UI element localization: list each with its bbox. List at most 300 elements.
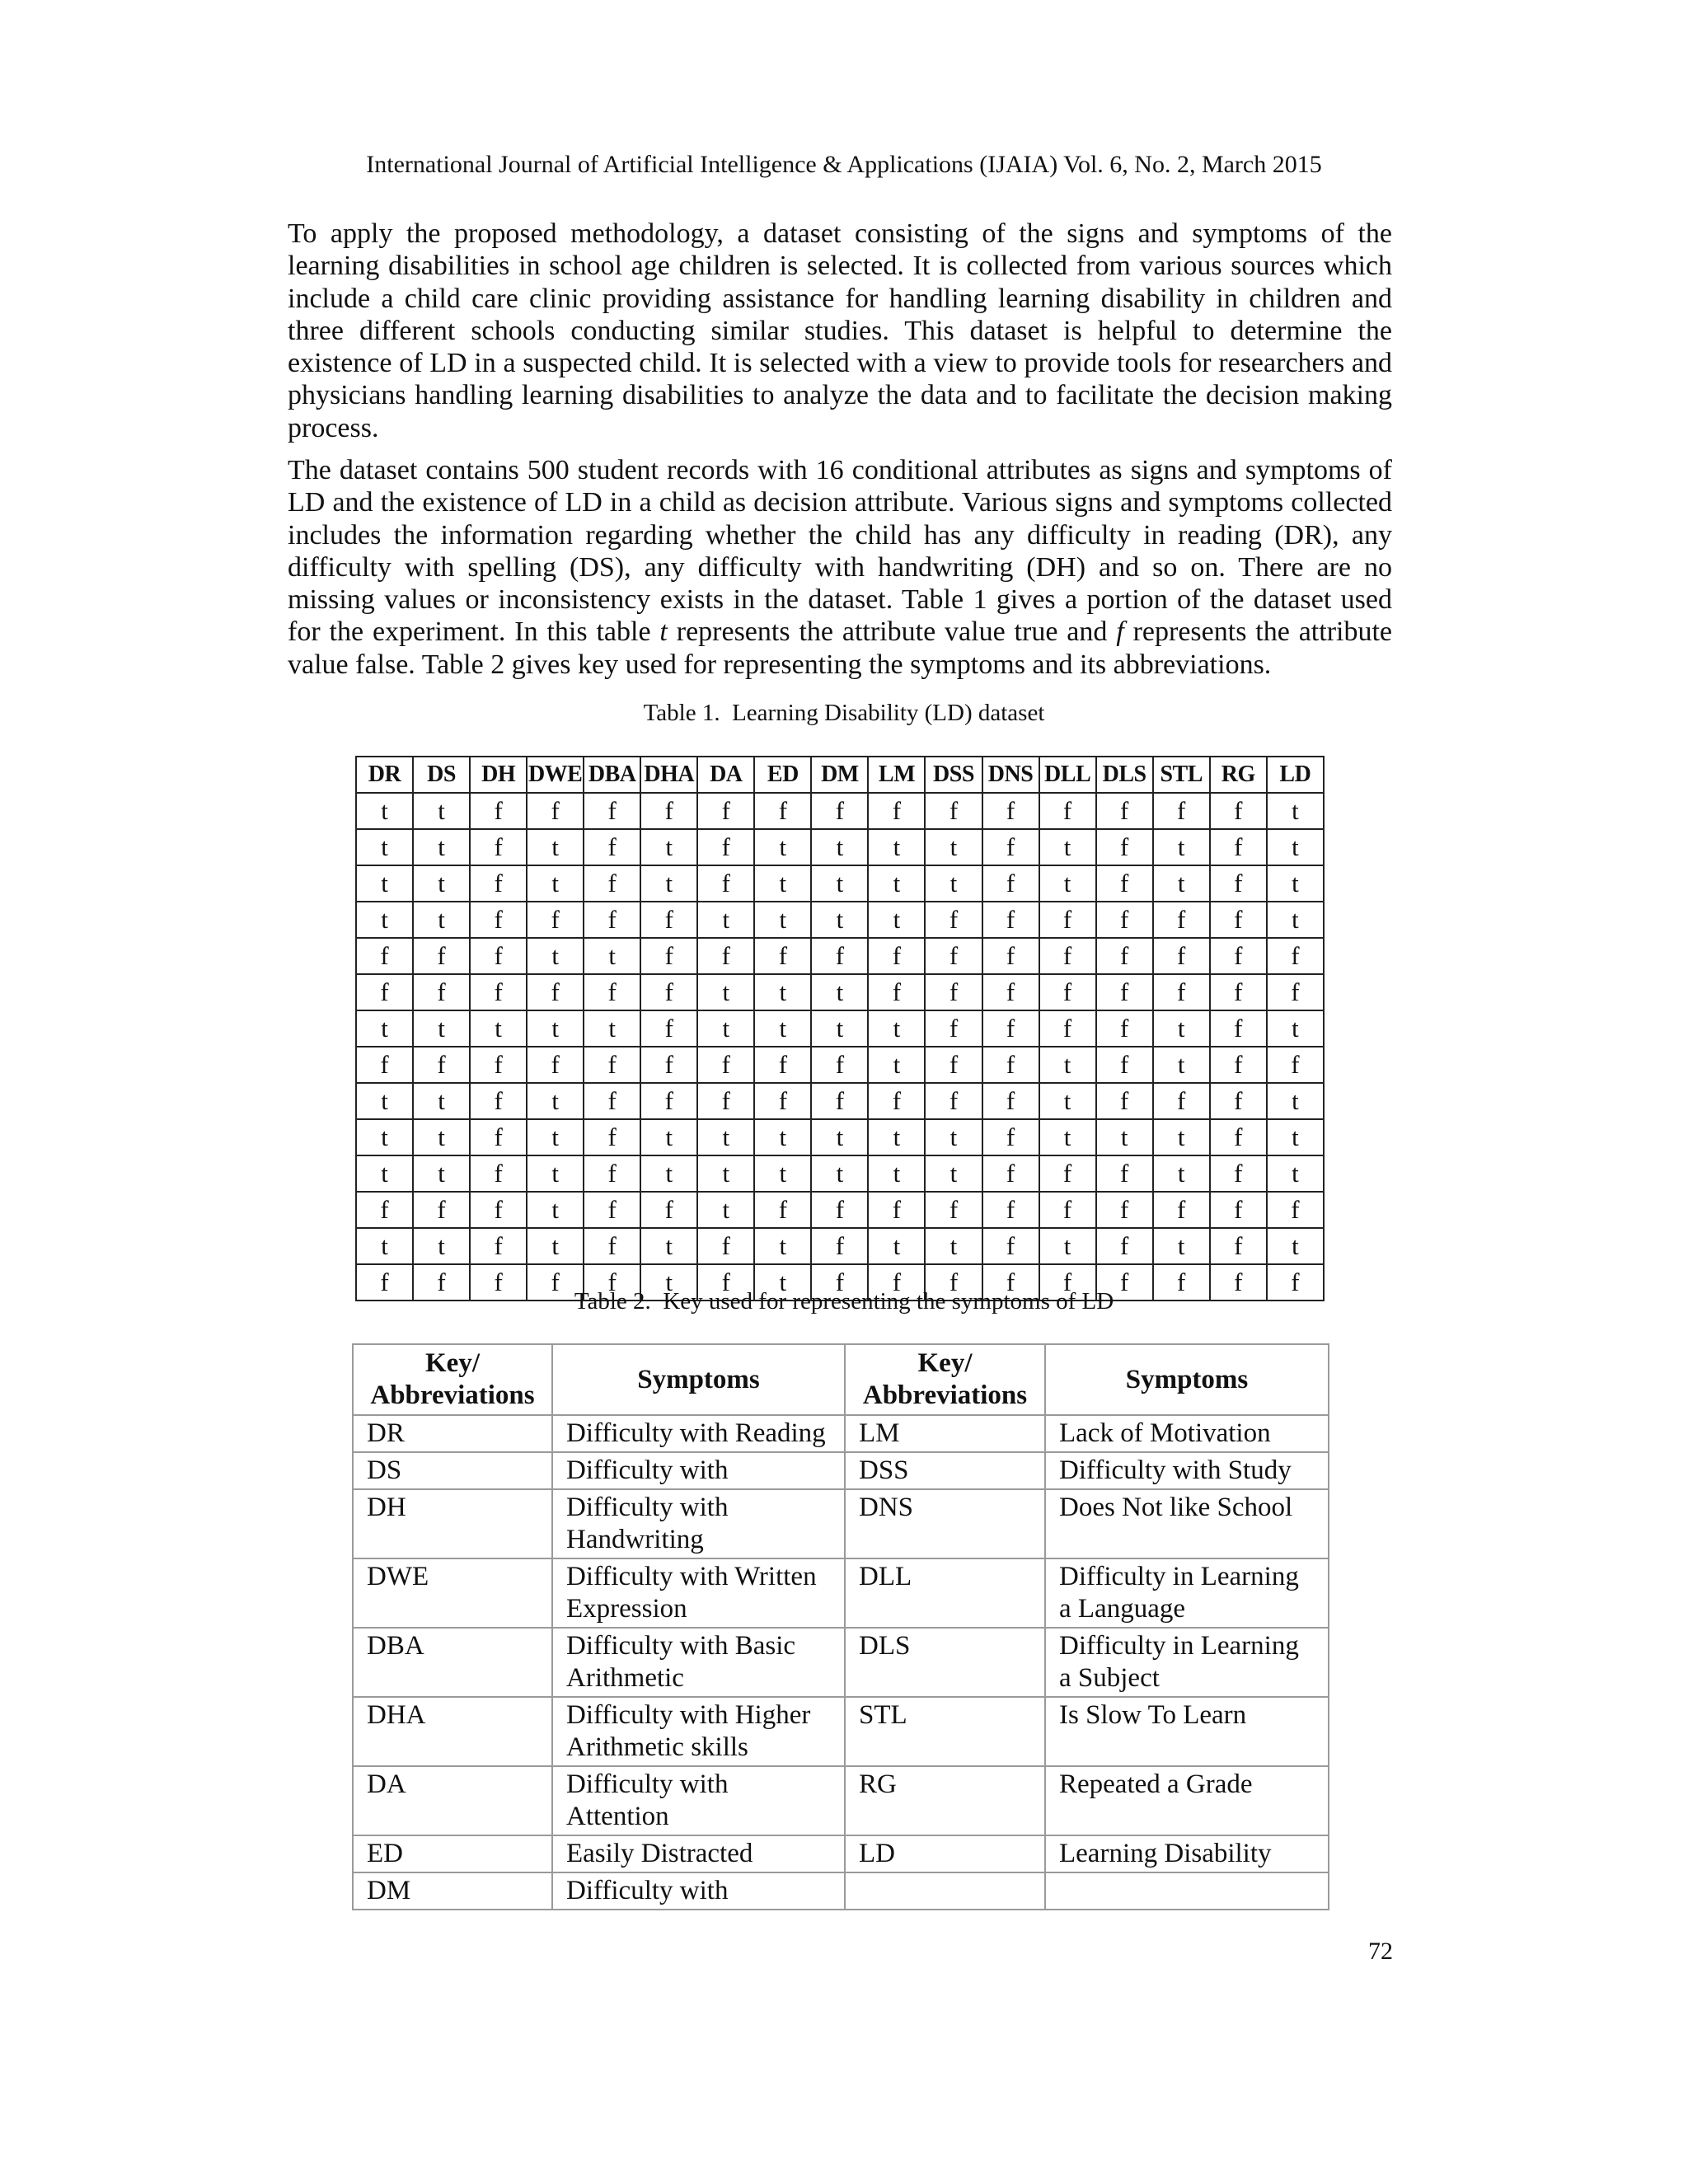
table1-cell: f [470,1047,527,1083]
table1-cell: f [811,938,868,974]
table1-cell: t [754,865,811,902]
table2-cell: DA [353,1766,552,1835]
table1-cell: f [925,1264,982,1301]
table1-cell: f [1267,974,1324,1010]
table2-header-row [353,1344,1329,1415]
table1-cell: f [754,793,811,829]
table1-header-cell: LM [868,757,925,793]
table1-cell: t [868,1155,925,1192]
table2-cell: Difficulty with Reading [552,1415,845,1452]
table1-cell: f [982,1264,1039,1301]
table1-cell: f [1210,902,1267,938]
table-row [356,902,1324,938]
table1-cell: f [1210,1264,1267,1301]
table1-cell: f [1267,1192,1324,1228]
table2-cell: DS [353,1452,552,1489]
table1-cell: f [697,829,754,865]
table1-cell: t [1039,1083,1096,1119]
table1-cell: t [1267,865,1324,902]
paragraph-dataset-part3: represents the attribute value false. Table 2 gives key used for representing the symptoms and its abbreviations. [288,616,1393,680]
table1-cell: f [584,974,640,1010]
table2-cell: RG [845,1766,1045,1835]
table1-cell: f [1210,974,1267,1010]
table1-cell: f [982,938,1039,974]
table2-cell: Is Slow To Learn [1045,1697,1329,1766]
table1-caption-label: Table 1. [643,700,720,726]
table1-cell: t [754,902,811,938]
table1-cell: f [982,793,1039,829]
table1-cell: t [1267,1119,1324,1155]
table1-cell: f [1096,829,1153,865]
table1-cell: f [982,1228,1039,1264]
table1-cell: f [754,1047,811,1083]
table1-cell: f [1096,793,1153,829]
table1-cell: t [527,1119,584,1155]
table1-cell: t [868,1010,925,1047]
paragraph-dataset-part1: The dataset contains 500 student records with 16 conditional attributes as signs and symptoms of LD and the existence of LD in a child as decision attribute. Various signs and symptoms collected includes the information regarding whether the child has any difficulty in reading (DR), any difficulty with spelling (DS), any difficulty with handwriting (DH) and so on. There are no missing values or inconsistency exists in the dataset. Table 1 gives a portion of the dataset used for the experiment. In this table [288,455,1392,648]
table2-cell [1045,1872,1329,1910]
table1-cell: f [470,938,527,974]
table1-cell: f [1267,1047,1324,1083]
table1-cell: t [356,865,413,902]
table1-cell: t [356,1155,413,1192]
table1-cell: f [982,1047,1039,1083]
table1-cell: f [584,793,640,829]
table1-cell: f [925,1083,982,1119]
table1-cell: t [1153,829,1210,865]
table1-cell: t [356,793,413,829]
table1-header-cell: DH [470,757,527,793]
table-row [356,1228,1324,1264]
table1-cell: t [811,974,868,1010]
table1-cell: f [811,793,868,829]
table-row [356,865,1324,902]
table1-cell: f [527,974,584,1010]
table2-cell: LD [845,1835,1045,1872]
table1-cell: t [754,1228,811,1264]
table1-cell: f [925,902,982,938]
table1-cell: t [868,902,925,938]
table1-cell: t [527,865,584,902]
table1-cell: f [413,1047,470,1083]
table2-header-cell: Symptoms [1045,1344,1329,1415]
table-row [353,1558,1329,1628]
table1-cell: f [697,938,754,974]
table1-cell: f [640,1047,697,1083]
table1-cell: f [470,1155,527,1192]
table1-cell: f [811,1047,868,1083]
table1-cell: t [1039,1228,1096,1264]
table1-cell: t [1267,793,1324,829]
table1-header-row [356,757,1324,793]
table1-cell: f [1267,938,1324,974]
table1-cell: t [584,1010,640,1047]
table1-cell: f [754,1083,811,1119]
table2-cell: DLS [845,1628,1045,1697]
paragraph-dataset-part2: represents the attribute value true and [667,616,1117,648]
table1-cell: t [640,829,697,865]
table1-cell: t [1153,1119,1210,1155]
table1-cell: t [754,974,811,1010]
table1-cell: t [754,829,811,865]
table1-cell: t [1153,1010,1210,1047]
table1-cell: f [1210,1047,1267,1083]
table1-cell: f [1039,974,1096,1010]
table1-header-cell: DA [697,757,754,793]
table1-cell: f [1153,902,1210,938]
table-row [356,938,1324,974]
table1-cell: t [1039,829,1096,865]
table1-cell: f [1210,793,1267,829]
table1-cell: f [982,1155,1039,1192]
table1-cell: t [1039,1119,1096,1155]
table1-cell: f [584,1119,640,1155]
table1-cell: f [356,938,413,974]
table1-cell: t [356,829,413,865]
table1-cell: t [1267,1083,1324,1119]
table1-cell: t [811,1010,868,1047]
table-row [353,1697,1329,1766]
journal-header: International Journal of Artificial Intelligence & Applications (IJAIA) Vol. 6, No. 2, March 2015 [366,151,1322,178]
table2-cell: DLL [845,1558,1045,1628]
table1-cell: t [925,865,982,902]
table1-cell: f [1153,1264,1210,1301]
table-row [356,1155,1324,1192]
table2-cell: Difficulty with [552,1452,845,1489]
table1-cell: t [1267,1155,1324,1192]
table1-cell: t [640,1228,697,1264]
table1-cell: f [527,1047,584,1083]
table1-cell: f [584,865,640,902]
table1-cell: f [356,1192,413,1228]
table2-cell: DWE [353,1558,552,1628]
table1-header-cell: DR [356,757,413,793]
table1-cell: f [697,865,754,902]
table-row [356,829,1324,865]
table2-header-cell: Symptoms [552,1344,845,1415]
table1-cell: t [697,1010,754,1047]
table-row [353,1872,1329,1910]
table1-cell: f [811,1083,868,1119]
table1-cell: f [1039,793,1096,829]
table1-header-cell: DLS [1096,757,1153,793]
table1-cell: f [1039,902,1096,938]
table1-cell: f [640,902,697,938]
table1-cell: f [1267,1264,1324,1301]
table1-cell: t [811,1119,868,1155]
table1-cell: t [1267,902,1324,938]
table1-cell: f [1039,938,1096,974]
symptom-key-table [352,1343,1329,1910]
table-row [353,1489,1329,1558]
table-row [353,1835,1329,1872]
table-row [356,1119,1324,1155]
table1-cell: t [640,865,697,902]
table2-cell: DM [353,1872,552,1910]
table2-cell: Difficulty with Study [1045,1452,1329,1489]
table1-cell: f [925,974,982,1010]
table2-cell: ED [353,1835,552,1872]
table1-cell: f [1210,1155,1267,1192]
table1-cell: f [640,938,697,974]
table1-cell: t [925,829,982,865]
table1-cell: f [868,974,925,1010]
table2-cell: Easily Distracted [552,1835,845,1872]
table1-cell: f [470,1192,527,1228]
table1-cell: t [356,1083,413,1119]
table1-cell: f [584,902,640,938]
table1-cell: f [982,865,1039,902]
table1-cell: f [470,974,527,1010]
table1-cell: f [925,938,982,974]
table1-cell: f [982,1083,1039,1119]
table1-cell: f [584,829,640,865]
table1-cell: t [697,1192,754,1228]
table1-cell: t [925,1119,982,1155]
table1-cell: t [584,938,640,974]
table-row [356,974,1324,1010]
table1-cell: f [1096,974,1153,1010]
italic-t: t [659,616,668,648]
table1-cell: f [925,1047,982,1083]
table1-cell: f [754,1192,811,1228]
table1-cell: t [413,1010,470,1047]
table1-cell: f [356,974,413,1010]
table1-cell: t [754,1119,811,1155]
table1-header-cell: ED [754,757,811,793]
table1-cell: t [527,938,584,974]
table1-cell: f [584,1155,640,1192]
table1-cell: f [982,829,1039,865]
table1-cell: t [868,829,925,865]
table1-cell: t [1153,1155,1210,1192]
table1-header-cell: DHA [640,757,697,793]
table1-cell: f [925,793,982,829]
table1-cell: f [982,1119,1039,1155]
table1-cell: f [697,1264,754,1301]
table1-cell: f [470,1119,527,1155]
table1-header-cell: DBA [584,757,640,793]
table1-cell: t [413,1083,470,1119]
table2-cell: Difficulty with Higher Arithmetic skills [552,1697,845,1766]
table1-cell: t [811,902,868,938]
table1-cell: t [413,865,470,902]
paragraph-methodology: To apply the proposed methodology, a dataset consisting of the signs and symptoms of the learning disabilities in school age children is selected. It is collected from various sources which include a child care clinic providing assistance for handling learning disability in children and three different schools conducting similar studies. This dataset is helpful to determine the existence of LD in a suspected child. It is selected with a view to provide tools for researchers and physicians handling learning disabilities to analyze the data and to facilitate the decision making process. [288,218,1392,443]
table1-cell: t [868,1228,925,1264]
table1-header-cell: DNS [982,757,1039,793]
table2-cell: DR [353,1415,552,1452]
table1-cell: f [470,829,527,865]
table1-cell: f [640,1083,697,1119]
table1-cell: f [754,938,811,974]
table-row [353,1766,1329,1835]
table1-cell: f [1210,1119,1267,1155]
table1-cell: t [413,793,470,829]
table-row [356,1047,1324,1083]
table2-cell: Difficulty with Written Expression [552,1558,845,1628]
table1-cell: f [1096,938,1153,974]
table1-cell: f [868,1264,925,1301]
table1-cell: f [925,1010,982,1047]
table1-cell: t [413,1119,470,1155]
table1-cell: f [584,1228,640,1264]
table1-cell: f [527,902,584,938]
table1-cell: t [697,902,754,938]
table1-cell: f [640,974,697,1010]
table1-cell: f [811,1192,868,1228]
table1-cell: t [1153,1228,1210,1264]
table2-cell: Difficulty with [552,1872,845,1910]
table1-cell: f [1096,1264,1153,1301]
table2-cell: DNS [845,1489,1045,1558]
table1-cell: t [868,865,925,902]
table2-cell: DBA [353,1628,552,1697]
table2-cell: STL [845,1697,1045,1766]
table1-header-cell: STL [1153,757,1210,793]
table1-cell: f [584,1083,640,1119]
table1-cell: f [1039,1192,1096,1228]
table1-cell: t [470,1010,527,1047]
table1-cell: f [470,1228,527,1264]
table1-cell: f [1210,1192,1267,1228]
table1-cell: f [413,974,470,1010]
table1-cell: t [527,1010,584,1047]
table2-caption [0,1286,1688,1316]
table-row [356,793,1324,829]
table1-cell: t [811,865,868,902]
table1-cell: f [470,1264,527,1301]
table1-cell: t [356,902,413,938]
table1-cell: f [356,1047,413,1083]
table1-cell: f [527,793,584,829]
table1-cell: f [584,1047,640,1083]
table1-cell: f [1153,1083,1210,1119]
table1-cell: f [811,1228,868,1264]
table1-cell: f [1153,1192,1210,1228]
table2-cell: Difficulty with Basic Arithmetic [552,1628,845,1697]
table2-cell: Repeated a Grade [1045,1766,1329,1835]
table1-header-cell: DS [413,757,470,793]
table1-cell: t [1096,1119,1153,1155]
table1-cell: f [868,793,925,829]
table1-cell: f [356,1264,413,1301]
table1-cell: t [697,1119,754,1155]
table1-cell: t [1153,1047,1210,1083]
table1-cell: f [470,902,527,938]
table1-cell: f [697,1228,754,1264]
table1-cell: f [697,793,754,829]
table1-cell: t [356,1010,413,1047]
table1-cell: f [982,974,1039,1010]
table1-cell: t [811,829,868,865]
table1-cell: t [527,1192,584,1228]
table1-cell: f [1210,1083,1267,1119]
table-row [356,1192,1324,1228]
table1-cell: f [640,1010,697,1047]
table1-cell: f [982,1192,1039,1228]
table1-cell: f [697,1047,754,1083]
table1-cell: t [811,1155,868,1192]
table1-cell: f [527,1264,584,1301]
table1-cell: f [811,1264,868,1301]
table1-cell: f [1210,865,1267,902]
table1-cell: f [1153,938,1210,974]
table2-cell: Difficulty with Attention [552,1766,845,1835]
table2-caption-label: Table 2. [574,1288,651,1315]
table-row [353,1452,1329,1489]
table1-cell: f [1039,1010,1096,1047]
table2-caption-text: Key used for representing the symptoms of LD [663,1288,1114,1315]
table1-cell: f [470,865,527,902]
table1-cell: t [527,1083,584,1119]
table1-cell: t [640,1155,697,1192]
table1-cell: t [413,1228,470,1264]
table1-cell: t [640,1119,697,1155]
table1-header-cell: RG [1210,757,1267,793]
table1-cell: f [697,1083,754,1119]
table2-cell: DHA [353,1697,552,1766]
table1-header-cell: DSS [925,757,982,793]
table2-cell: DH [353,1489,552,1558]
table1-cell: f [1096,1010,1153,1047]
table1-cell: f [1153,974,1210,1010]
table1-cell: t [868,1119,925,1155]
table1-cell: f [1096,1228,1153,1264]
table1-cell: t [413,829,470,865]
table1-cell: t [640,1264,697,1301]
table2-cell [845,1872,1045,1910]
table-row [356,1010,1324,1047]
table1-header-cell: LD [1267,757,1324,793]
table1-cell: t [1267,829,1324,865]
table1-cell: t [754,1264,811,1301]
table1-caption [0,698,1688,728]
paragraph-dataset [288,454,1392,681]
table1-cell: t [356,1119,413,1155]
table2-header-cell: Key/ Abbreviations [353,1344,552,1415]
table1-cell: f [640,793,697,829]
table1-cell: f [868,1083,925,1119]
table1-cell: f [982,1010,1039,1047]
table2-cell: Learning Disability [1045,1835,1329,1872]
table1-cell: f [1210,1010,1267,1047]
table1-cell: f [584,1264,640,1301]
table1-cell: f [1096,902,1153,938]
table1-cell: f [1039,1264,1096,1301]
table2-header-cell: Key/ Abbreviations [845,1344,1045,1415]
table1-cell: t [925,1155,982,1192]
page-number: 72 [1368,1938,1393,1965]
table2-cell: Difficulty with Handwriting [552,1489,845,1558]
table2-cell: Difficulty in Learning a Language [1045,1558,1329,1628]
table1-cell: f [470,1083,527,1119]
table1-header-cell: DLL [1039,757,1096,793]
table1-cell: t [1267,1228,1324,1264]
table2-cell: Lack of Motivation [1045,1415,1329,1452]
table1-cell: t [1039,1047,1096,1083]
table1-cell: t [754,1155,811,1192]
table1-cell: t [1039,865,1096,902]
table1-caption-text: Learning Disability (LD) dataset [732,700,1045,726]
table1-cell: f [1096,1083,1153,1119]
table1-cell: t [356,1228,413,1264]
table2-cell: DSS [845,1452,1045,1489]
table1-cell: t [527,829,584,865]
table1-cell: f [1096,1155,1153,1192]
table1-cell: t [1153,865,1210,902]
table1-cell: t [1267,1010,1324,1047]
table1-cell: t [413,1155,470,1192]
